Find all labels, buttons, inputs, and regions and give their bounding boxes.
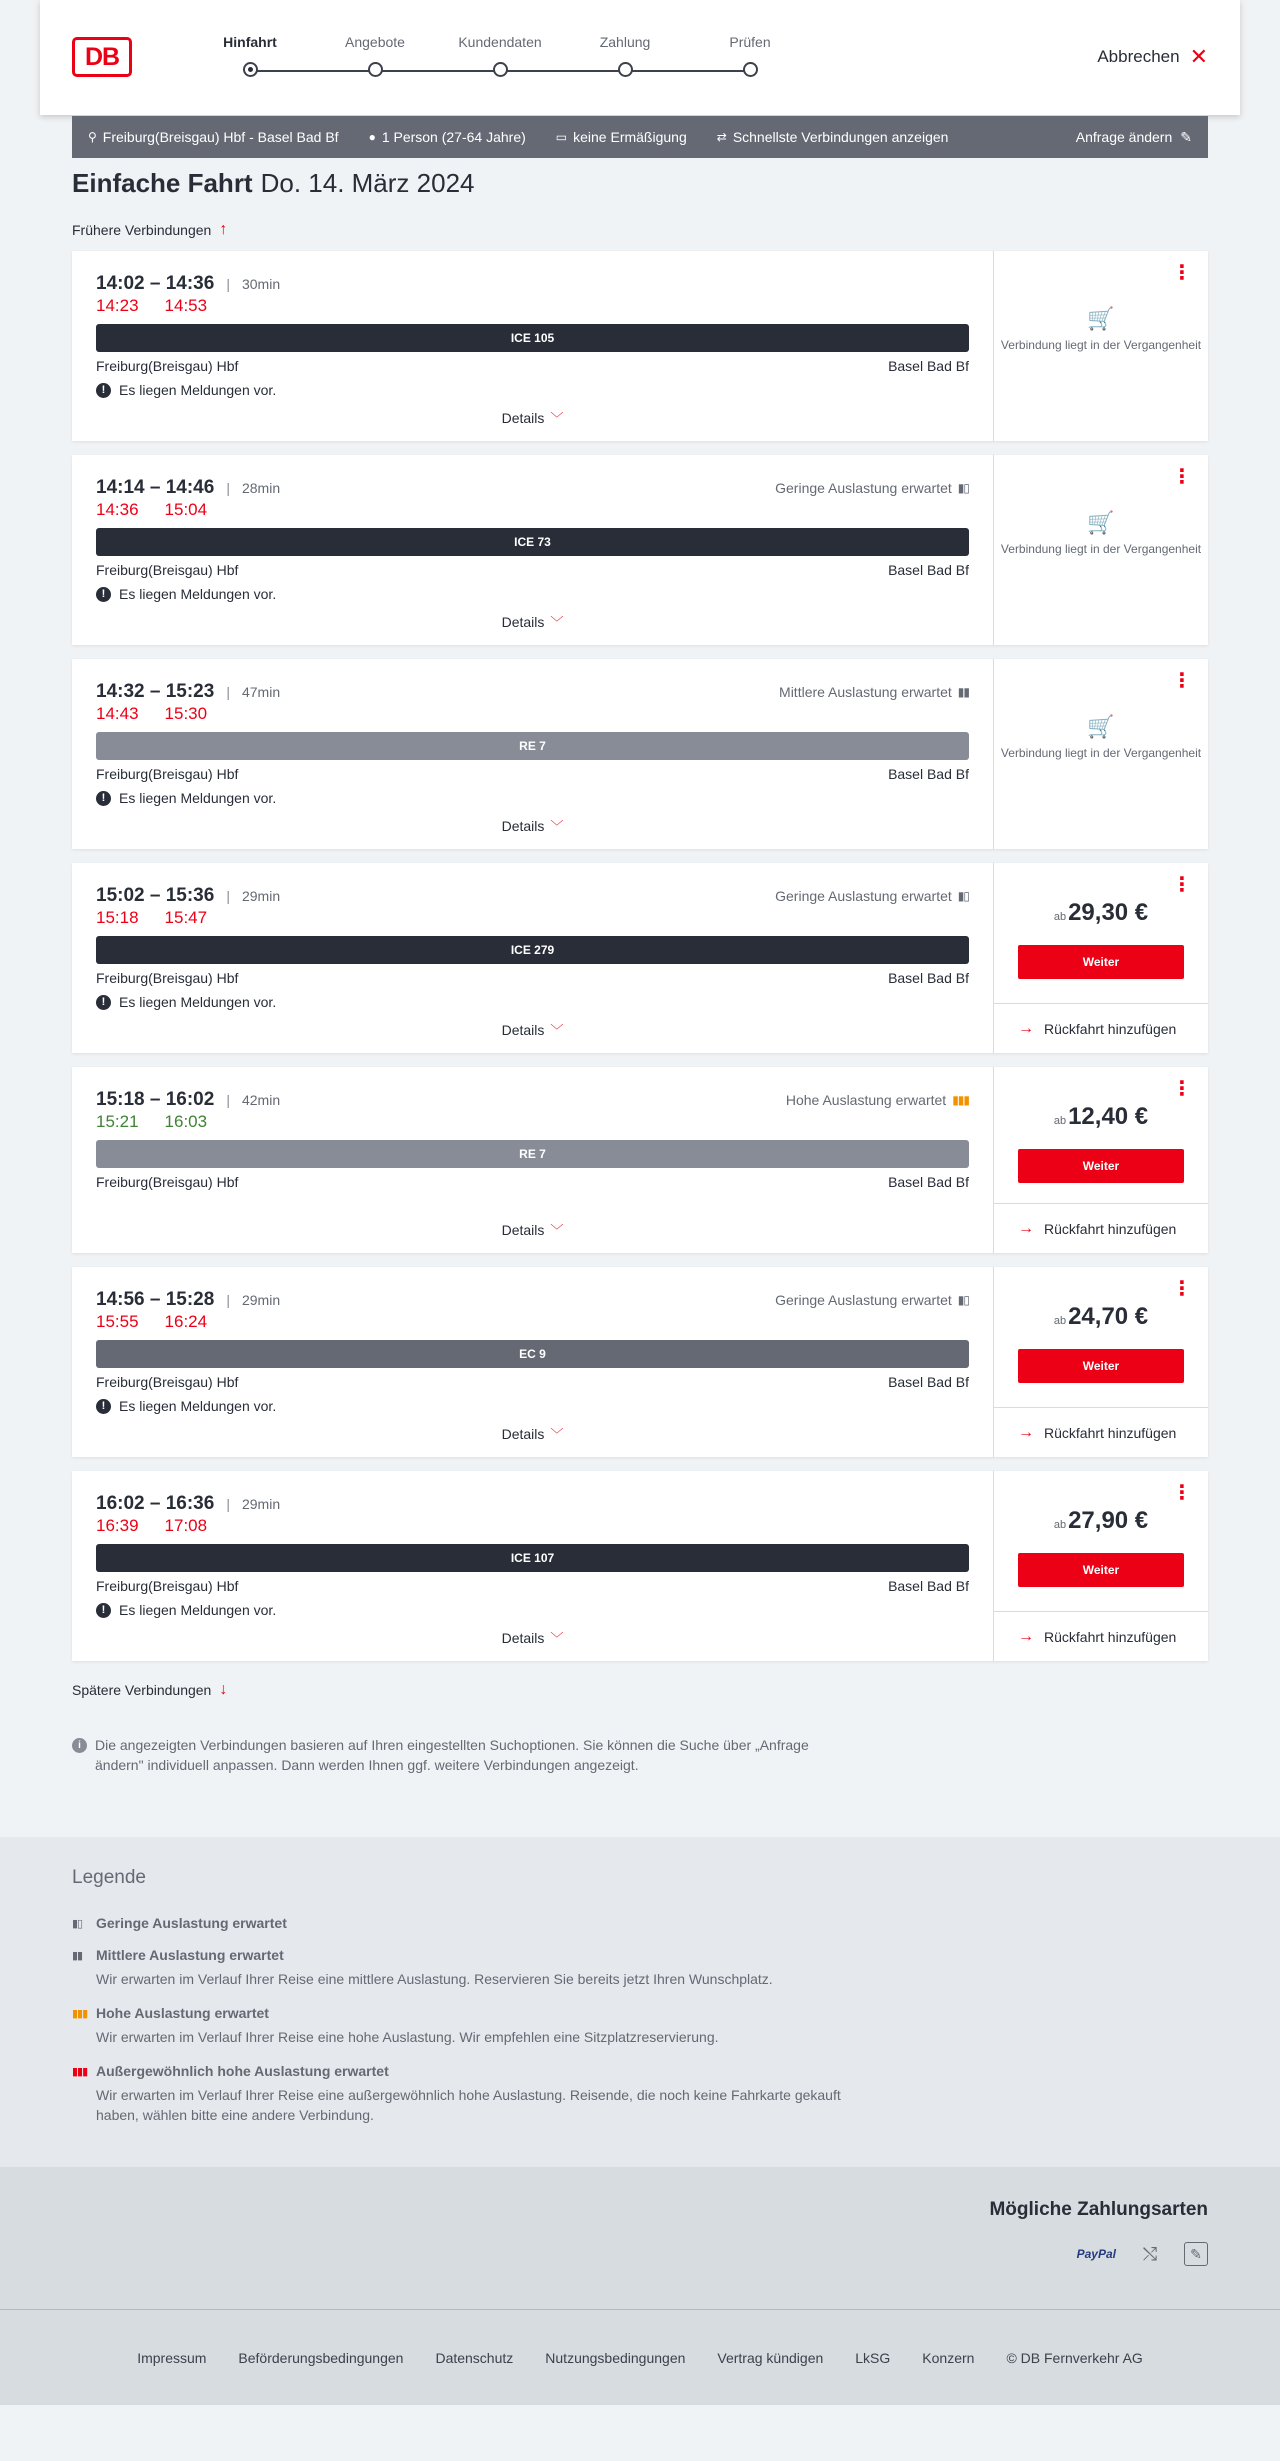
cancel-label: Abbrechen (1097, 47, 1180, 66)
duration: 29min (241, 888, 281, 904)
cart-disabled-icon: 🛒 (1087, 510, 1115, 535)
cancel-button[interactable] (1097, 46, 1208, 68)
step-hinfahrt (190, 34, 310, 54)
realtime-arrival: 17:08 (164, 1516, 208, 1535)
person-icon: ● (368, 130, 376, 144)
trip-date: Do. 14. März 2024 (260, 168, 475, 198)
notice (96, 382, 969, 398)
realtime-arrival: 14:53 (164, 296, 208, 315)
train-bar[interactable]: RE 7 (96, 732, 969, 760)
footer-link-lksg[interactable]: LkSG (855, 2349, 891, 2366)
page-title (72, 168, 1208, 199)
search-info-note (72, 1735, 852, 1775)
planned-times: 14:14 – 14:46 (96, 477, 215, 498)
cart-disabled-icon: 🛒 (1087, 306, 1115, 331)
continue-button[interactable]: Weiter (1018, 1553, 1184, 1587)
past-connection-note (994, 306, 1208, 353)
price-value: 27,90 € (1068, 1507, 1149, 1534)
progress-steps (210, 34, 770, 84)
planned-times: 16:02 – 16:36 (96, 1493, 215, 1514)
step-dot (493, 62, 508, 77)
load-exceptional-icon: ▮▮▮ (72, 2065, 88, 2078)
more-options-icon[interactable]: ⋮ (1172, 670, 1192, 692)
payment-section (0, 2167, 1280, 2309)
notice (96, 790, 969, 806)
realtime-departure: 14:36 (96, 500, 139, 519)
pencil-icon: ✎ (1180, 128, 1192, 145)
planned-times: 14:56 – 15:28 (96, 1289, 215, 1310)
price (994, 1507, 1208, 1535)
summary-discount (556, 129, 687, 145)
location-pin-icon: ⚲ (88, 130, 97, 144)
notice (96, 994, 969, 1010)
from-station: Freiburg(Breisgau) Hbf (96, 562, 239, 578)
arrow-up-icon: ↑ (219, 221, 228, 238)
legend-item (72, 1915, 1208, 1931)
past-text: Verbindung liegt in der Vergangenheit (1000, 542, 1202, 556)
step-kundendaten (440, 34, 560, 54)
realtime-arrival: 16:03 (164, 1112, 208, 1131)
continue-button[interactable]: Weiter (1018, 1349, 1184, 1383)
from-station: Freiburg(Breisgau) Hbf (96, 766, 239, 782)
duration: 30min (241, 276, 281, 292)
payment-icons (1077, 2242, 1208, 2266)
realtime-times (96, 1516, 969, 1538)
details-toggle[interactable] (72, 1220, 993, 1239)
to-station: Basel Bad Bf (888, 766, 969, 782)
load-medium-icon: ▮▮ (72, 1949, 83, 1962)
search-summary-bar (72, 116, 1208, 158)
load-text: Mittlere Auslastung erwartet (779, 684, 952, 700)
footer-link-konzern[interactable]: Konzern (922, 2349, 975, 2366)
alert-icon: ! (96, 587, 111, 602)
step-pruefen (690, 34, 810, 54)
planned-times: 14:32 – 15:23 (96, 681, 215, 702)
arrow-right-icon: → (1018, 1219, 1034, 1237)
notice (96, 1398, 969, 1414)
notice-text: Es liegen Meldungen vor. (119, 790, 277, 806)
load-indicator (775, 1292, 969, 1308)
alert-icon: ! (96, 383, 111, 398)
duration: 28min (241, 480, 281, 496)
paypal-icon: PayPal (1076, 2247, 1116, 2261)
summary-route-text: Freiburg(Breisgau) Hbf - Basel Bad Bf (102, 129, 339, 145)
legend-item-desc: Wir erwarten im Verlauf Ihrer Reise eine hohe Auslastung. Wir empfehlen eine Sitzplatzreservierung. (96, 2029, 719, 2045)
realtime-arrival: 15:47 (164, 908, 208, 927)
price-value: 12,40 € (1068, 1103, 1149, 1130)
step-angebote (315, 34, 435, 54)
db-logo[interactable] (72, 37, 132, 77)
realtime-times (96, 296, 969, 318)
to-station: Basel Bad Bf (888, 970, 969, 986)
realtime-times (96, 908, 969, 930)
load-indicator (775, 888, 969, 904)
legend-section (0, 1837, 1280, 2167)
price-prefix: ab (1053, 1315, 1067, 1327)
add-return-link[interactable] (994, 1203, 1208, 1253)
planned-times: 15:02 – 15:36 (96, 885, 215, 906)
load-text: Geringe Auslastung erwartet (775, 888, 952, 904)
alert-icon: ! (96, 1603, 111, 1618)
chevron-down-icon: ﹀ (550, 411, 564, 426)
legend-item-head: Geringe Auslastung erwartet (96, 1915, 287, 1931)
close-icon: ✕ (1189, 44, 1208, 69)
step-label: Hinfahrt (223, 34, 277, 50)
db-logo-text: DB (84, 42, 120, 71)
notice-text: Es liegen Meldungen vor. (119, 1602, 277, 1618)
details-toggle[interactable] (72, 408, 993, 427)
summary-discount-text: keine Ermäßigung (573, 129, 687, 145)
step-dot (618, 62, 633, 77)
price-value: 24,70 € (1068, 1303, 1149, 1330)
realtime-arrival: 15:04 (164, 500, 208, 519)
load-text: Hohe Auslastung erwartet (785, 1092, 947, 1108)
realtime-departure: 14:43 (96, 704, 139, 723)
chevron-down-icon: ﹀ (550, 819, 564, 834)
to-station: Basel Bad Bf (888, 1174, 969, 1190)
realtime-departure: 15:55 (96, 1312, 139, 1331)
arrow-down-icon: ↓ (219, 1681, 228, 1698)
connection-card: 15:02 – 15:36 | 29min Geringe Auslastung erwartet ▮▯ 15:18 15:47 ICE 279 Freiburg(Breisgau) Hbf Basel Bad Bf ! Es liegen Meldungen vor. Details ﹀ ⋮ ab29,30 € Weiter → Rückfahrt hinzufügen (72, 863, 1208, 1053)
continue-button[interactable]: Weiter (1018, 945, 1184, 979)
earlier-connections-link[interactable] (72, 221, 227, 239)
notice-text: Es liegen Meldungen vor. (119, 1398, 277, 1414)
legend-item (72, 1947, 1208, 1989)
more-options-icon[interactable]: ⋮ (1172, 874, 1192, 896)
price (994, 1303, 1208, 1331)
summary-passengers-text: 1 Person (27-64 Jahre) (381, 129, 526, 145)
summary-route (88, 129, 339, 145)
realtime-times (96, 500, 969, 522)
price-prefix: ab (1053, 1115, 1067, 1127)
step-label: Kundendaten (458, 34, 542, 50)
to-station: Basel Bad Bf (888, 358, 969, 374)
load-indicator (786, 1092, 969, 1108)
trip-type: Einfache Fahrt (72, 168, 253, 198)
details-label: Details (501, 1426, 545, 1442)
to-station: Basel Bad Bf (888, 1578, 969, 1594)
details-toggle[interactable] (72, 1628, 993, 1647)
load-low-icon: ▮▯ (957, 1293, 969, 1307)
details-label: Details (501, 1222, 545, 1238)
later-connections-link[interactable] (72, 1681, 227, 1699)
connection-card: 16:02 – 16:36 | 29min 16:39 17:08 ICE 107 Freiburg(Breisgau) Hbf Basel Bad Bf ! Es liegen Meldungen vor. Details ﹀ ⋮ ab27,90 € Weiter → Rückfahrt hinzufügen (72, 1471, 1208, 1661)
notice-text: Es liegen Meldungen vor. (119, 994, 277, 1010)
details-label: Details (501, 1022, 545, 1038)
connection-card: 14:02 – 14:36 | 30min 14:23 14:53 ICE 105 Freiburg(Breisgau) Hbf Basel Bad Bf ! Es liegen Meldungen vor. Details ﹀ ⋮ 🛒 Verbindung liegt in der Vergangenheit (72, 251, 1208, 441)
notice-text: Es liegen Meldungen vor. (119, 586, 277, 602)
load-low-icon: ▮▯ (957, 481, 969, 495)
duration: 29min (241, 1496, 281, 1512)
past-text: Verbindung liegt in der Vergangenheit (1000, 746, 1202, 760)
price (994, 1103, 1208, 1131)
top-header (40, 0, 1240, 115)
more-options-icon[interactable]: ⋮ (1172, 1078, 1192, 1100)
connection-card: 14:56 – 15:28 | 29min Geringe Auslastung erwartet ▮▯ 15:55 16:24 EC 9 Freiburg(Breisgau) Hbf Basel Bad Bf ! Es liegen Meldungen vor. Details ﹀ ⋮ ab24,70 € Weiter → Rückfahrt hinzufügen (72, 1267, 1208, 1457)
duration: 47min (241, 684, 281, 700)
realtime-departure: 15:18 (96, 908, 139, 927)
arrow-right-icon: → (1018, 1019, 1034, 1037)
from-station: Freiburg(Breisgau) Hbf (96, 1174, 239, 1190)
past-connection-note (994, 510, 1208, 557)
sepa-invoice-icon: ✎ (1184, 2242, 1208, 2266)
edit-request-button[interactable] (1076, 129, 1192, 146)
details-label: Details (501, 818, 545, 834)
cart-disabled-icon: 🛒 (1087, 714, 1115, 739)
realtime-arrival: 16:24 (164, 1312, 208, 1331)
train-bar[interactable]: RE 7 (96, 1140, 969, 1168)
legend-item-head: Mittlere Auslastung erwartet (96, 1947, 284, 1963)
from-station: Freiburg(Breisgau) Hbf (96, 1374, 239, 1390)
add-return-label: Rückfahrt hinzufügen (1044, 1424, 1177, 1441)
alert-icon: ! (96, 791, 111, 806)
later-label: Spätere Verbindungen (72, 1682, 212, 1698)
past-connection-note (994, 714, 1208, 761)
load-high-icon: ▮▮▮ (952, 1093, 969, 1107)
realtime-times (96, 704, 969, 726)
summary-passengers (369, 129, 526, 145)
realtime-departure: 14:23 (96, 296, 139, 315)
footer-link-datenschutz[interactable]: Datenschutz (435, 2349, 514, 2366)
details-toggle[interactable] (72, 1424, 993, 1443)
more-options-icon[interactable]: ⋮ (1172, 466, 1192, 488)
legend-item (72, 2063, 1208, 2125)
swap-icon: ⇄ (716, 130, 727, 144)
step-label: Zahlung (599, 34, 651, 50)
alert-icon: ! (96, 995, 111, 1010)
notice (96, 1602, 969, 1618)
load-indicator (775, 480, 969, 496)
step-label: Angebote (345, 34, 405, 50)
edit-request-label: Anfrage ändern (1075, 129, 1173, 145)
payment-title: Mögliche Zahlungsarten (989, 2199, 1208, 2220)
load-text: Geringe Auslastung erwartet (775, 480, 952, 496)
duration: 29min (241, 1292, 281, 1308)
footer-link-nutzungsbedingungen[interactable]: Nutzungsbedingungen (545, 2349, 686, 2366)
more-options-icon[interactable]: ⋮ (1172, 262, 1192, 284)
planned-times: 15:18 – 16:02 (96, 1089, 215, 1110)
legend-item (72, 2005, 1208, 2047)
chevron-down-icon: ﹀ (550, 1223, 564, 1238)
chevron-down-icon: ﹀ (550, 1023, 564, 1038)
realtime-departure: 16:39 (96, 1516, 139, 1535)
to-station: Basel Bad Bf (888, 562, 969, 578)
arrow-right-icon: → (1018, 1627, 1034, 1645)
arrow-right-icon: → (1018, 1423, 1034, 1441)
info-icon: i (72, 1738, 87, 1753)
footer (0, 2309, 1280, 2405)
price-prefix: ab (1053, 1519, 1067, 1531)
load-text: Geringe Auslastung erwartet (775, 1292, 952, 1308)
footer-link-vertrag-kuendigen[interactable]: Vertrag kündigen (717, 2349, 824, 2366)
past-text: Verbindung liegt in der Vergangenheit (1000, 338, 1202, 352)
train-bar[interactable]: ICE 107 (96, 1544, 969, 1572)
details-label: Details (501, 1630, 545, 1646)
connection-card: 15:18 – 16:02 | 42min Hohe Auslastung erwartet ▮▮▮ 15:21 16:03 RE 7 Freiburg(Breisgau) Hbf Basel Bad Bf Details ﹀ ⋮ ab12,40 € Weiter → Rückfahrt hinzufügen (72, 1067, 1208, 1253)
step-dot (368, 62, 383, 77)
realtime-times (96, 1112, 969, 1134)
details-toggle[interactable] (72, 1020, 993, 1039)
from-station: Freiburg(Breisgau) Hbf (96, 970, 239, 986)
connection-card: 14:32 – 15:23 | 47min Mittlere Auslastung erwartet ▮▮ 14:43 15:30 RE 7 Freiburg(Breisgau) Hbf Basel Bad Bf ! Es liegen Meldungen vor. Details ﹀ ⋮ 🛒 Verbindung liegt in der Vergangenheit (72, 659, 1208, 849)
connection-card: 14:14 – 14:46 | 28min Geringe Auslastung erwartet ▮▯ 14:36 15:04 ICE 73 Freiburg(Breisgau) Hbf Basel Bad Bf ! Es liegen Meldungen vor. Details ﹀ ⋮ 🛒 Verbindung liegt in der Vergangenheit (72, 455, 1208, 645)
info-text: Die angezeigten Verbindungen basieren auf Ihren eingestellten Suchoptionen. Sie können die Suche über „Anfrage ändern" individuell anpassen. Dann werden Ihnen ggf. weitere Verbindungen angezeigt. (95, 1737, 809, 1773)
details-toggle[interactable] (72, 612, 993, 631)
add-return-label: Rückfahrt hinzufügen (1044, 1628, 1177, 1645)
step-dot (243, 62, 258, 77)
add-return-link[interactable] (994, 1003, 1208, 1053)
legend-title: Legende (72, 1867, 146, 1888)
notice (96, 586, 969, 602)
results-main (0, 168, 1280, 1775)
load-indicator (779, 684, 969, 700)
details-label: Details (501, 614, 545, 630)
load-medium-icon: ▮▮ (957, 685, 969, 699)
planned-times: 14:02 – 14:36 (96, 273, 215, 294)
train-bar[interactable]: ICE 73 (96, 528, 969, 556)
step-zahlung (565, 34, 685, 54)
step-dot (743, 62, 758, 77)
add-return-label: Rückfahrt hinzufügen (1044, 1020, 1177, 1037)
load-low-icon: ▮▯ (72, 1917, 83, 1930)
price-prefix: ab (1053, 911, 1067, 923)
summary-fastest-text: Schnellste Verbindungen anzeigen (732, 129, 949, 145)
add-return-link[interactable] (994, 1407, 1208, 1457)
legend-item-head: Hohe Auslastung erwartet (96, 2005, 269, 2021)
footer-copyright[interactable]: © DB Fernverkehr AG (1006, 2349, 1143, 2366)
to-station: Basel Bad Bf (888, 1374, 969, 1390)
chevron-down-icon: ﹀ (550, 1427, 564, 1442)
load-low-icon: ▮▯ (957, 889, 969, 903)
footer-link-impressum[interactable]: Impressum (137, 2349, 207, 2366)
more-options-icon[interactable]: ⋮ (1172, 1482, 1192, 1504)
chevron-down-icon: ﹀ (550, 1631, 564, 1646)
details-toggle[interactable] (72, 816, 993, 835)
price-value: 29,30 € (1068, 899, 1149, 926)
earlier-label: Frühere Verbindungen (72, 222, 212, 238)
chevron-down-icon: ﹀ (550, 615, 564, 630)
from-station: Freiburg(Breisgau) Hbf (96, 1578, 239, 1594)
from-station: Freiburg(Breisgau) Hbf (96, 358, 239, 374)
bahncard-icon: ▭ (555, 130, 568, 144)
alert-icon: ! (96, 1399, 111, 1414)
duration: 42min (241, 1092, 281, 1108)
contactless-card-icon: ⤭ (1142, 2243, 1158, 2264)
train-bar[interactable]: EC 9 (96, 1340, 969, 1368)
summary-fastest (717, 129, 949, 145)
notice-text: Es liegen Meldungen vor. (119, 382, 277, 398)
step-label: Prüfen (729, 34, 771, 50)
price (994, 899, 1208, 927)
more-options-icon[interactable]: ⋮ (1172, 1278, 1192, 1300)
train-bar[interactable]: ICE 105 (96, 324, 969, 352)
legend-item-desc: Wir erwarten im Verlauf Ihrer Reise eine außergewöhnlich hohe Auslastung. Reisende, die noch keine Fahrkarte gekauft haben, wählen bitte eine andere Verbindung. (96, 2087, 841, 2123)
legend-item-desc: Wir erwarten im Verlauf Ihrer Reise eine mittlere Auslastung. Reservieren Sie bereits jetzt Ihren Wunschplatz. (96, 1971, 773, 1987)
realtime-times (96, 1312, 969, 1334)
legend-item-head: Außergewöhnlich hohe Auslastung erwartet (96, 2063, 389, 2079)
add-return-label: Rückfahrt hinzufügen (1044, 1220, 1177, 1237)
details-label: Details (501, 410, 545, 426)
realtime-arrival: 15:30 (164, 704, 208, 723)
continue-button[interactable]: Weiter (1018, 1149, 1184, 1183)
train-bar[interactable]: ICE 279 (96, 936, 969, 964)
realtime-departure: 15:21 (96, 1112, 139, 1131)
footer-link-befoerderungsbedingungen[interactable]: Beförderungsbedingungen (238, 2349, 404, 2366)
load-high-icon: ▮▮▮ (72, 2007, 88, 2020)
add-return-link[interactable] (994, 1611, 1208, 1661)
